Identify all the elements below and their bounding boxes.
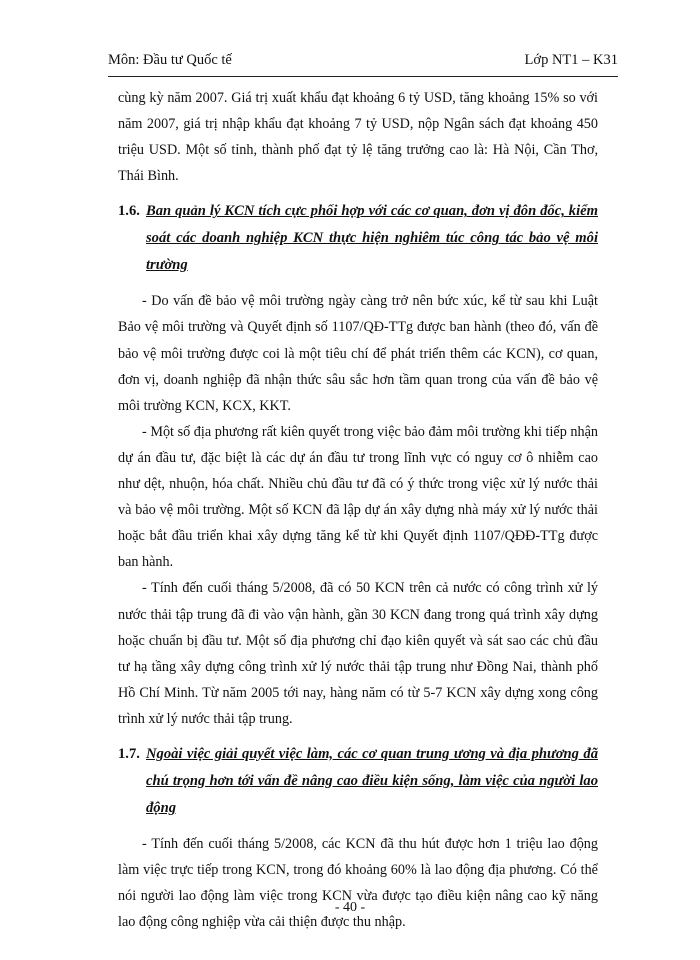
course-name: Môn: Đầu tư Quốc tế	[108, 52, 232, 68]
section-1-7-heading	[118, 741, 598, 822]
class-name: Lớp NT1 – K31	[524, 52, 618, 68]
section-1-7-paragraph-1: - Tính đến cuối tháng 5/2008, các KCN đã thu hút được hơn 1 triệu lao động làm việc trực tiếp trong KCN, trong đó khoảng 60% là lao động địa phương. Có thể nói người lao động làm việc trong KCN vừa được tạo điều kiện nâng cao kỹ năng lao động công nghiệp vừa cải thiện được thu nhập.	[118, 835, 598, 931]
section-1-6-paragraph-2: - Một số địa phương rất kiên quyết trong việc bảo đảm môi trường khi tiếp nhận dự án đầu tư, đặc biệt là các dự án đầu tư trong lĩnh vực có nguy cơ ô nhiễm cao như dệt, nhuộn, hóa chất. Nhiều chủ đầu tư đã có ý thức trong việc xử lý nước thải và bảo vệ môi trường. Một số KCN đã lập dự án xây dựng nhà máy xử lý nước thải hoặc bắt đầu triển khai xây dựng tăng kể từ khi Quyết định 1107/QĐĐ-TTg được ban hành.	[118, 423, 598, 571]
section-1-7-title: Ngoài việc giải quyết việc làm, các cơ quan trung ương và địa phương đã chú trọng hơn tới vấn đề nâng cao điều kiện sống, làm việc của người lao động	[146, 745, 598, 816]
section-1-6-heading	[118, 198, 598, 279]
section-1-6-title: Ban quản lý KCN tích cực phối hợp với các cơ quan, đơn vị đôn đốc, kiểm soát các doanh nghiệp KCN thực hiện nghiêm túc công tác bảo vệ môi trường	[146, 203, 598, 274]
section-1-6-paragraph-3: - Tính đến cuối tháng 5/2008, đã có 50 KCN trên cả nước có công trình xử lý nước thải tập trung đã đi vào vận hành, gần 30 KCN đang trong quá trình xây dựng hoặc chuẩn bị đầu tư. Một số địa phương chỉ đạo kiên quyết và sát sao các chủ đầu tư hạ tầng xây dựng công trình xử lý nước thải tập trung như Đồng Nai, thành phố Hồ Chí Minh. Từ năm 2005 tới nay, hàng năm có từ 5-7 KCN xây dựng xong công trình xử lý nước thải tập trung.	[118, 580, 598, 727]
section-1-6-number: 1.6.	[118, 203, 140, 220]
page-number: - 40 -	[334, 900, 366, 915]
section-1-7-number: 1.7.	[118, 745, 140, 762]
intro-paragraph: cùng kỳ năm 2007. Giá trị xuất khẩu đạt khoảng 6 tỷ USD, tăng khoảng 15% so với năm 2007, giá trị nhập khẩu đạt khoảng 7 tỷ USD, nộp Ngân sách đạt khoảng 450 triệu USD. Một số tỉnh, thành phố đạt tỷ lệ tăng trưởng cao là: Hà Nội, Cần Thơ, Thái Bình.	[118, 90, 598, 185]
document-body	[118, 85, 598, 935]
section-1-6-paragraph-1: - Do vấn đề bảo vệ môi trường ngày càng trở nên bức xúc, kể từ sau khi Luật Bảo vệ môi trường và Quyết định số 1107/QĐ-TTg được ban hành (theo đó, vấn đề bảo vệ môi trường được coi là một tiêu chí để phát triển thêm các KCN), cơ quan, đơn vị, doanh nghiệp đã nhận thức sâu sắc hơn tầm quan trong của vấn đề bảo vệ môi trường KCN, KCX, KKT.	[118, 293, 598, 414]
page-header	[108, 52, 618, 77]
